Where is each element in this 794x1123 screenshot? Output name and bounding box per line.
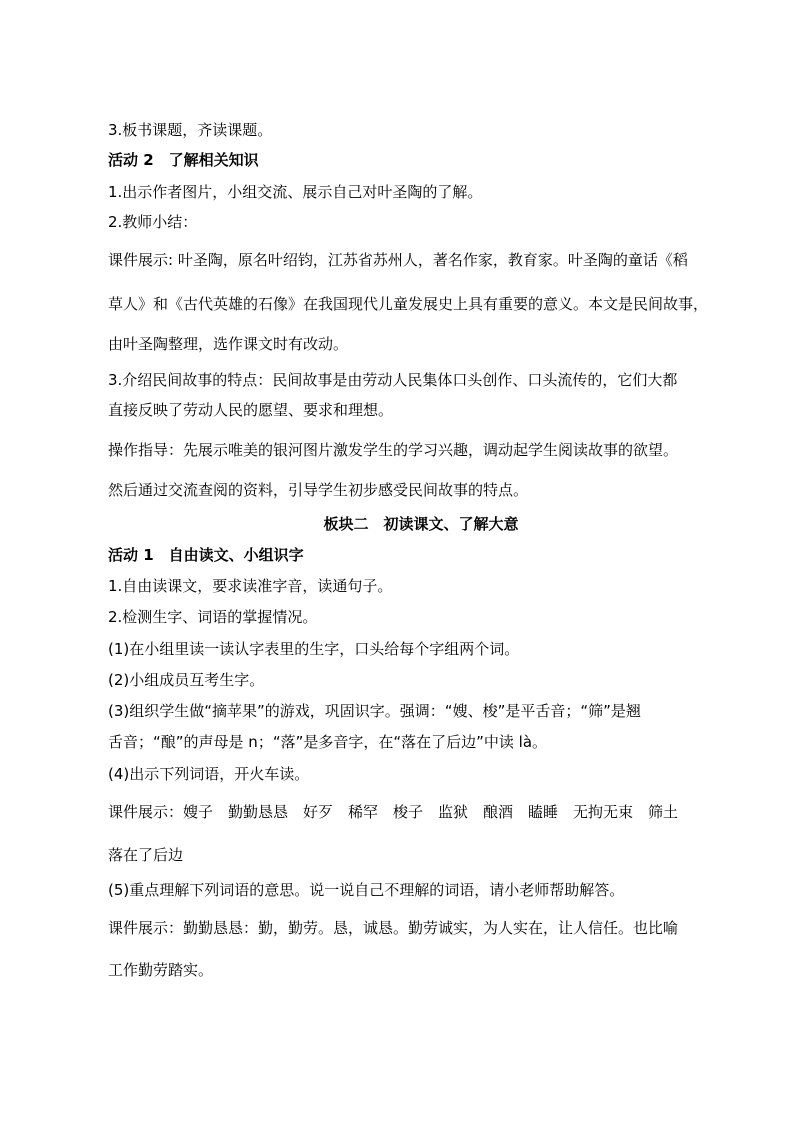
line-5: 课件展示: 叶圣陶，原名叶绍钧，江苏省苏州人，著名作家，教育家。叶圣陶的童话《稻 <box>108 251 688 269</box>
line-22: 落在了后边 <box>108 846 184 864</box>
line-23: (5)重点理解下列词语的意思。说一说自己不理解的词语，请小老师帮助解答。 <box>108 881 625 899</box>
line-18: (3)组织学生做“摘苹果”的游戏，巩固识字。强调：“嫂、梭”是平舌音；“筛”是翘 <box>108 702 641 720</box>
line-20: (4)出示下列词语，开火车读。 <box>108 765 310 783</box>
line-6: 草人》和《古代英雄的石像》在我国现代儿童发展史上具有重要的意义。本文是民间故事， <box>108 295 709 313</box>
line-8: 3.介绍民间故事的特点：民间故事是由劳动人民集体口头创作、口头流传的，它们大都 <box>108 371 678 389</box>
line-11: 然后通过交流查阅的资料，引导学生初步感受民间故事的特点。 <box>108 481 529 499</box>
section-2-heading: 板块二 初读课文、了解大意 <box>323 515 519 533</box>
line-3: 1.出示作者图片，小组交流、展示自己对叶圣陶的了解。 <box>108 183 483 201</box>
line-21: 课件展示：嫂子 勤勤恳恳 好歹 稀罕 梭子 监狱 酿酒 瞌睡 无拘无束 筛土 <box>108 803 679 821</box>
line-25: 工作勤劳踏实。 <box>108 961 214 979</box>
line-19: 舌音；“酿”的声母是 n；“落”是多音字，在“落在了后边”中读 là。 <box>108 733 548 751</box>
line-4: 2.教师小结： <box>108 213 198 231</box>
line-15: 2.检测生字、词语的掌握情况。 <box>108 608 318 626</box>
line-16: (1)在小组里读一读认字表里的生字，口头给每个字组两个词。 <box>108 640 520 658</box>
activity-1-heading: 活动 1 自由读文、小组识字 <box>108 546 304 564</box>
activity-2-heading: 活动 2 了解相关知识 <box>108 151 259 169</box>
line-7: 由叶圣陶整理，选作课文时有改动。 <box>108 335 349 353</box>
line-10: 操作指导：先展示唯美的银河图片激发学生的学习兴趣，调动起学生阅读故事的欲望。 <box>108 441 679 459</box>
line-1: 3.板书课题，齐读课题。 <box>108 121 273 139</box>
line-17: (2)小组成员互考生字。 <box>108 671 265 689</box>
line-24: 课件展示：勤勤恳恳：勤，勤劳。恳，诚恳。勤劳诚实，为人实在，让人信任。也比喻 <box>108 919 679 937</box>
line-14: 1.自由读课文，要求读准字音，读通句子。 <box>108 577 393 595</box>
line-9: 直接反映了劳动人民的愿望、要求和理想。 <box>108 401 394 419</box>
